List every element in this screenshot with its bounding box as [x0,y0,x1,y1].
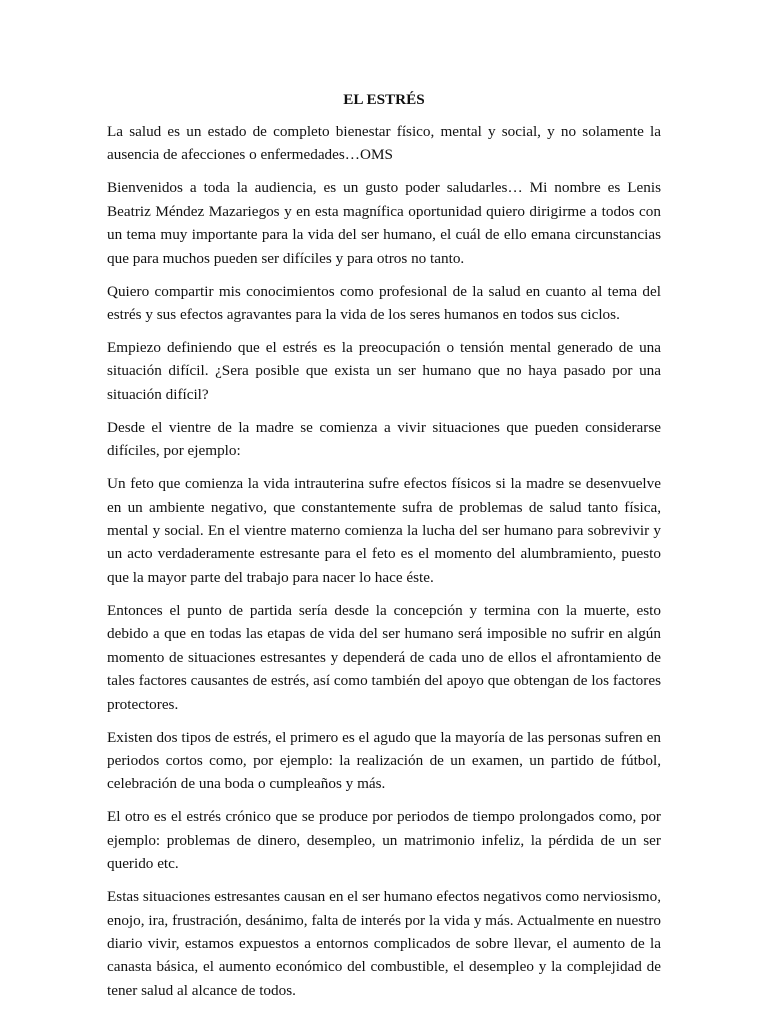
paragraph-oms-definition: La salud es un estado de completo bienestar físico, mental y social, y no solamente la ausencia de afecciones o enfermedades…OMS [107,123,661,164]
paragraph-womb: Desde el vientre de la madre se comienza a vivir situaciones que pueden considerarse difíciles, por ejemplo: [107,418,661,460]
paragraph-welcome: Bienvenidos a toda la audiencia, es un gusto poder saludarles… Mi nombre es Lenis Beatriz Méndez Mazariegos y en esta magnífica oportunidad quiero dirigirme a todos con un tema muy importante para la vida del ser humano, el cuál de ello emana circunstancias que para muchos pueden ser difíciles y para otros no tanto. [107,179,661,267]
paragraph-negative-effects: Estas situaciones estresantes causan en el ser humano efectos negativos como nerviosismo, enojo, ira, frustración, desánimo, falta de interés por la vida y más. Actualmente en nuestro diario vivir, estamos expuestos a entornos complicados de sobre llevar, el aumento de la canasta básica, el aumento económico del combustible, el desempleo y la complejidad de tener salud al alcance de todos. [107,888,661,999]
paragraph-starting-point: Entonces el punto de partida sería desde la concepción y termina con la muerte, esto debido a que en todas las etapas de vida del ser humano será imposible no sufrir en algún momento de situaciones estresantes y dependerá de cada uno de ellos el afrontamiento de tales factores causantes de estrés, así como también del apoyo que obtengan de los factores protectores. [107,601,661,713]
paragraph-share-knowledge: Quiero compartir mis conocimientos como profesional de la salud en cuanto al tema del estrés y sus efectos agravantes para la vida de los seres humanos en todos sus ciclos. [107,282,661,324]
paragraph-fetus: Un feto que comienza la vida intrauterina sufre efectos físicos si la madre se desenvuelve en un ambiente negativo, que constantemente sufra de problemas de salud tanto física, mental y social. En el vientre materno comienza la lucha del ser humano para sobrevivir y un acto verdaderamente estresante para el feto es el momento del alumbramiento, puesto que la mayor parte del trabajo para nacer lo hace éste. [107,475,661,586]
paragraph-definition: Empiezo definiendo que el estrés es la preocupación o tensión mental generado de una situación difícil. ¿Sera posible que exista un ser humano que no haya pasado por una situación difícil? [107,339,661,403]
paragraph-acute-stress: Existen dos tipos de estrés, el primero es el agudo que la mayoría de las personas sufren en periodos cortos como, por ejemplo: la realización de un examen, un partido de fútbol, celebración de una boda o cumpleaños y más. [107,728,661,793]
paragraph-chronic-stress: El otro es el estrés crónico que se produce por periodos de tiempo prolongados como, por ejemplo: problemas de dinero, desempleo, un matrimonio infeliz, la pérdida de un ser querido etc. [107,808,661,873]
document-title: EL ESTRÉS [343,91,425,108]
